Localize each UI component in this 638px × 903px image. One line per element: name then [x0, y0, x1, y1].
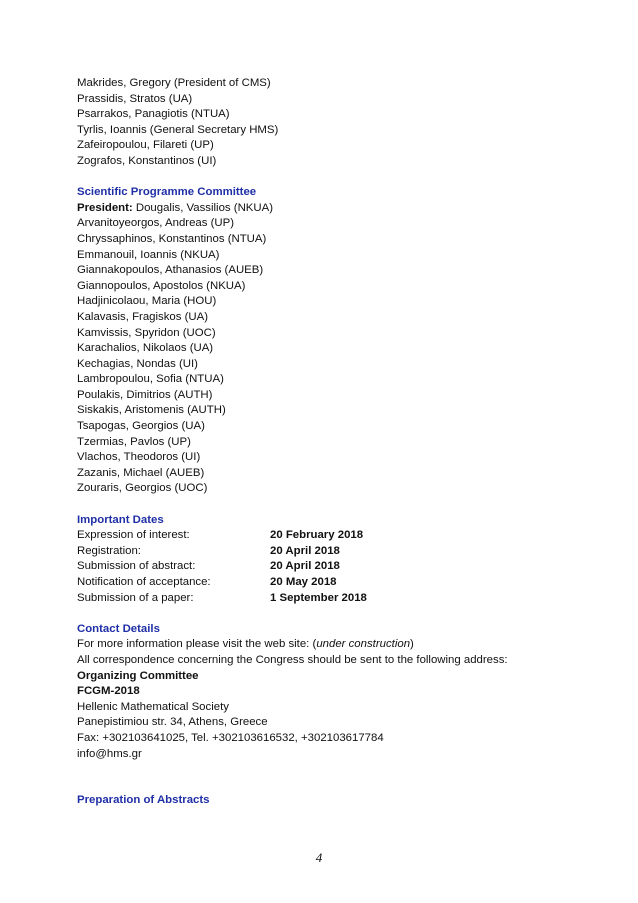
scientific-committee-section [77, 185, 597, 497]
scientific-committee-heading: Scientific Programme Committee [77, 186, 257, 199]
president-label: President: [77, 201, 133, 214]
website-info-prefix: For more information please visit the web site: ( [77, 638, 317, 651]
contact-heading: Contact Details [77, 622, 160, 635]
date-value: 20 April 2018 [270, 560, 340, 573]
page-number: 4 [315, 850, 323, 865]
website-status: under construction [316, 638, 411, 651]
date-label: Expression of interest: [77, 529, 190, 542]
society-name: Hellenic Mathematical Society [77, 700, 229, 713]
date-label: Submission of abstract: [77, 560, 196, 573]
organizing-members-list [77, 76, 597, 170]
member-entry: Tsapogas, Georgios (UA) [77, 420, 205, 433]
date-row [77, 528, 597, 544]
member-entry: Tyrlis, Ioannis (General Secretary HMS) [77, 123, 279, 136]
member-entry: Chryssaphinos, Konstantinos (NTUA) [77, 232, 267, 245]
member-entry: Vlachos, Theodoros (UI) [77, 451, 201, 464]
president-name: Dougalis, Vassilios (NKUA) [132, 201, 274, 214]
organizing-committee-label: Organizing Committee [77, 669, 199, 682]
member-entry: Zafeiropoulou, Filareti (UP) [77, 139, 214, 152]
spacer [77, 170, 597, 186]
member-entry: Psarrakos, Panagiotis (NTUA) [77, 108, 230, 121]
member-entry: Siskakis, Aristomenis (AUTH) [77, 404, 226, 417]
president-line [77, 201, 597, 217]
date-label: Submission of a paper: [77, 591, 194, 604]
member-entry: Emmanouil, Ioannis (NKUA) [77, 248, 220, 261]
date-value: 1 September 2018 [270, 591, 367, 604]
congress-code: FCGM-2018 [77, 685, 140, 698]
date-row [77, 559, 597, 575]
correspondence-note: All correspondence concerning the Congress should be sent to the following address: [77, 653, 508, 666]
member-entry: Makrides, Gregory (President of CMS) [77, 77, 271, 89]
member-entry: Karachalios, Nikolaos (UA) [77, 342, 214, 355]
date-value: 20 April 2018 [270, 544, 340, 557]
member-entry: Poulakis, Dimitrios (AUTH) [77, 388, 213, 401]
date-row [77, 544, 597, 560]
member-entry: Zografos, Konstantinos (UI) [77, 154, 217, 167]
member-entry: Lambropoulou, Sofia (NTUA) [77, 373, 224, 386]
date-value: 20 February 2018 [270, 529, 364, 542]
spacer [77, 606, 597, 622]
website-info-suffix: ) [410, 638, 414, 651]
document-page [77, 76, 597, 809]
member-entry: Tzermias, Pavlos (UP) [77, 435, 191, 448]
phone-numbers: Fax: +302103641025, Tel. +302103616532, +302103617784 [77, 731, 384, 744]
member-entry: Prassidis, Stratos (UA) [77, 92, 193, 105]
member-entry: Giannakopoulos, Athanasios (AUEB) [77, 264, 264, 277]
date-label: Notification of acceptance: [77, 576, 211, 588]
date-value: 20 May 2018 [270, 576, 337, 588]
date-row [77, 575, 597, 591]
important-dates-section [77, 513, 597, 607]
member-entry: Zazanis, Michael (AUEB) [77, 466, 205, 479]
date-row [77, 591, 597, 607]
website-info [77, 637, 597, 653]
email-address[interactable]: info@hms.gr [77, 747, 142, 760]
member-entry: Kalavasis, Fragiskos (UA) [77, 310, 209, 323]
member-entry: Arvanitoyeorgos, Andreas (UP) [77, 217, 235, 230]
member-entry: Kechagias, Nondas (UI) [77, 357, 198, 370]
spacer [77, 762, 597, 793]
member-entry: Giannopoulos, Apostolos (NKUA) [77, 279, 246, 292]
abstracts-heading: Preparation of Abstracts [77, 794, 210, 807]
member-entry: Zouraris, Georgios (UOC) [77, 482, 208, 495]
contact-section [77, 622, 597, 762]
spacer [77, 497, 597, 513]
member-entry: Hadjinicolaou, Maria (HOU) [77, 295, 217, 308]
important-dates-heading: Important Dates [77, 513, 164, 526]
date-label: Registration: [77, 544, 141, 557]
member-entry: Kamvissis, Spyridon (UOC) [77, 326, 216, 339]
postal-address: Panepistimiou str. 34, Athens, Greece [77, 716, 268, 729]
